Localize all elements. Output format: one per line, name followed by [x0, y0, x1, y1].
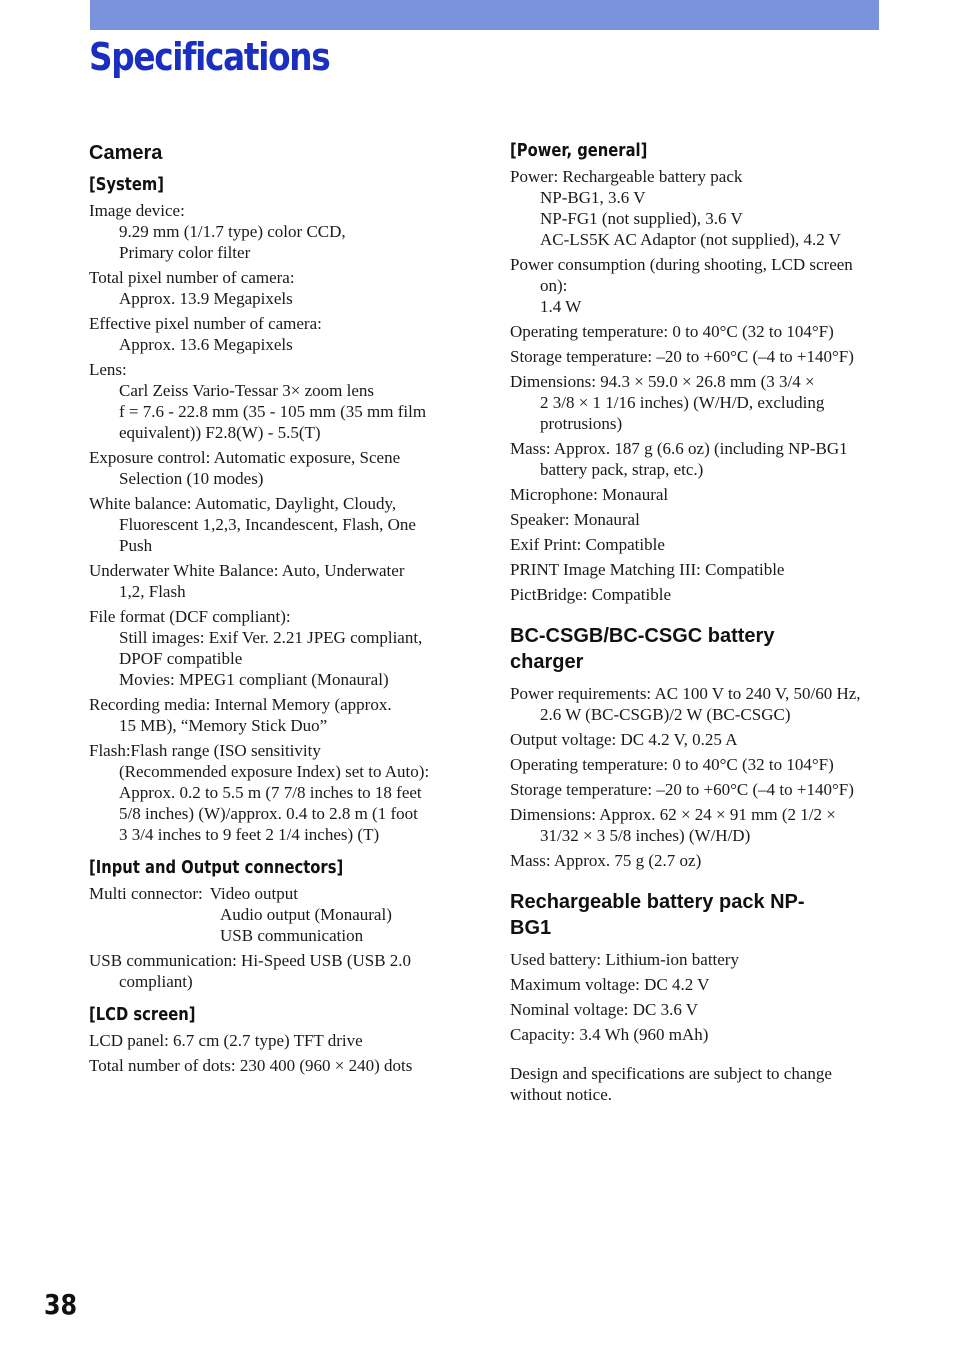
right-column	[510, 140, 890, 1109]
spec-line: Speaker: Monaural	[510, 510, 640, 529]
spec-line: Dimensions: 94.3 × 59.0 × 26.8 mm (3 3/4 ×	[510, 372, 815, 391]
spec-line: 31/32 × 3 5/8 inches) (W/H/D)	[540, 826, 751, 845]
spec-line: File format (DCF compliant):	[89, 607, 291, 626]
spec-line: Approx. 13.9 Megapixels	[119, 289, 293, 308]
spec-line: Selection (10 modes)	[119, 469, 264, 488]
spec-line: 1,2, Flash	[119, 582, 186, 601]
spec-line: Mass: Approx. 187 g (6.6 oz) (including NP-BG1	[510, 439, 848, 458]
spec-line: Underwater White Balance: Auto, Underwater	[89, 561, 405, 580]
spec-line: NP-FG1 (not supplied), 3.6 V	[540, 209, 743, 228]
spec-entry	[89, 267, 469, 309]
spec-line: PRINT Image Matching III: Compatible	[510, 560, 785, 579]
spec-entry	[89, 313, 469, 355]
spec-line: equivalent)) F2.8(W) - 5.5(T)	[119, 423, 321, 442]
spec-line: 5/8 inches) (W)/approx. 0.4 to 2.8 m (1 foot	[119, 804, 418, 823]
spec-entry	[89, 1055, 469, 1076]
spec-line: (Recommended exposure Index) set to Auto):	[119, 762, 430, 781]
spec-line: Mass: Approx. 75 g (2.7 oz)	[510, 851, 702, 870]
spec-entry	[510, 804, 890, 846]
spec-entry	[510, 559, 890, 580]
notice	[510, 1063, 890, 1105]
spec-entry	[510, 729, 890, 750]
spec-entry	[510, 683, 890, 725]
multi-connector-label: Multi connector:	[89, 884, 203, 903]
spec-line: Power consumption (during shooting, LCD screen	[510, 255, 853, 274]
spec-entry	[510, 949, 890, 970]
page-title: Specifications	[89, 35, 330, 79]
page-number: 38	[44, 1288, 78, 1321]
spec-entry	[510, 754, 890, 775]
spec-line: Fluorescent 1,2,3, Incandescent, Flash, One	[119, 515, 416, 534]
spec-line: Still images: Exif Ver. 2.21 JPEG compliant,	[119, 628, 423, 647]
spec-entry	[510, 254, 890, 317]
left-column	[89, 140, 469, 1080]
spec-entry	[89, 1030, 469, 1051]
spec-line: NP-BG1, 3.6 V	[540, 188, 646, 207]
spec-line: Output voltage: DC 4.2 V, 0.25 A	[510, 730, 738, 749]
spec-line: LCD panel: 6.7 cm (2.7 type) TFT drive	[89, 1031, 363, 1050]
spec-line: 1.4 W	[540, 297, 582, 316]
spec-line: Total pixel number of camera:	[89, 268, 295, 287]
spec-line: Exposure control: Automatic exposure, Scene	[89, 448, 401, 467]
spec-line: Push	[119, 536, 153, 555]
spec-entry	[89, 493, 469, 556]
spec-line: 3 3/4 inches to 9 feet 2 1/4 inches) (T)	[119, 825, 380, 844]
spec-line: 2.6 W (BC-CSGB)/2 W (BC-CSGC)	[540, 705, 791, 724]
spec-line: Power: Rechargeable battery pack	[510, 167, 743, 186]
spec-entry	[510, 999, 890, 1020]
power-heading: [Power, general]	[510, 140, 648, 161]
spec-line: 15 MB), “Memory Stick Duo”	[119, 716, 328, 735]
spec-line: Carl Zeiss Vario-Tessar 3× zoom lens	[119, 381, 374, 400]
spec-line: Movies: MPEG1 compliant (Monaural)	[119, 670, 389, 689]
camera-heading: Camera	[89, 142, 163, 164]
spec-line: 9.29 mm (1/1.7 type) color CCD,	[119, 222, 346, 241]
lcd-spec-list	[89, 1030, 469, 1076]
spec-entry	[510, 484, 890, 505]
spec-line: Total number of dots: 230 400 (960 × 240) dots	[89, 1056, 413, 1075]
spec-line: Power requirements: AC 100 V to 240 V, 50/60 Hz,	[510, 684, 861, 703]
spec-line: f = 7.6 - 22.8 mm (35 - 105 mm (35 mm film	[119, 402, 427, 421]
spec-entry	[510, 371, 890, 434]
notice-line: Design and specifications are subject to change	[510, 1064, 832, 1083]
spec-line: Dimensions: Approx. 62 × 24 × 91 mm (2 1/2 ×	[510, 805, 836, 824]
spec-line: Capacity: 3.4 Wh (960 mAh)	[510, 1025, 709, 1044]
spec-entry	[510, 850, 890, 871]
spec-entry	[89, 740, 469, 845]
spec-entry	[510, 974, 890, 995]
spec-entry	[510, 779, 890, 800]
spec-line: Primary color filter	[119, 243, 251, 262]
spec-line: USB communication: Hi-Speed USB (USB 2.0	[89, 951, 412, 970]
spec-line: Storage temperature: –20 to +60°C (–4 to +140°F)	[510, 780, 854, 799]
spec-line: Image device:	[89, 201, 185, 220]
multi-connector-value: Audio output (Monaural)	[220, 905, 392, 924]
power-spec-list	[510, 166, 890, 605]
io-heading: [Input and Output connectors]	[89, 857, 344, 878]
spec-line: battery pack, strap, etc.)	[540, 460, 704, 479]
spec-line: Exif Print: Compatible	[510, 535, 665, 554]
spec-entry	[89, 606, 469, 690]
spec-line: Storage temperature: –20 to +60°C (–4 to +140°F)	[510, 347, 854, 366]
multi-connector-value: USB communication	[220, 926, 364, 945]
lcd-heading: [LCD screen]	[89, 1004, 196, 1025]
spec-line: PictBridge: Compatible	[510, 585, 672, 604]
spec-line: compliant)	[119, 972, 193, 991]
spec-entry	[89, 359, 469, 443]
spec-line: AC-LS5K AC Adaptor (not supplied), 4.2 V	[540, 230, 841, 249]
spec-entry	[89, 694, 469, 736]
battery-heading: Rechargeable battery pack NP- BG1	[510, 891, 805, 939]
spec-line: protrusions)	[540, 414, 623, 433]
charger-spec-list	[510, 683, 890, 871]
spec-entry	[89, 447, 469, 489]
spec-line: DPOF compatible	[119, 649, 243, 668]
spec-line: Nominal voltage: DC 3.6 V	[510, 1000, 699, 1019]
system-heading: [System]	[89, 174, 164, 195]
notice-line: without notice.	[510, 1085, 612, 1104]
spec-line: Lens:	[89, 360, 127, 379]
spec-line: Maximum voltage: DC 4.2 V	[510, 975, 710, 994]
multi-connector-entry	[89, 883, 469, 946]
spec-line: Approx. 13.6 Megapixels	[119, 335, 293, 354]
spec-entry	[510, 166, 890, 250]
spec-line: Recording media: Internal Memory (approx.	[89, 695, 392, 714]
spec-entry	[510, 509, 890, 530]
spec-line: Used battery: Lithium-ion battery	[510, 950, 739, 969]
spec-entry	[89, 200, 469, 263]
spec-entry	[510, 584, 890, 605]
spec-entry	[510, 438, 890, 480]
spec-line: Flash:Flash range (ISO sensitivity	[89, 741, 321, 760]
spec-line: White balance: Automatic, Daylight, Cloudy,	[89, 494, 397, 513]
spec-entry	[510, 1024, 890, 1045]
spec-entry	[510, 346, 890, 367]
system-spec-list	[89, 200, 469, 845]
charger-heading: BC-CSGB/BC-CSGC battery charger	[510, 625, 775, 673]
spec-line: Operating temperature: 0 to 40°C (32 to 104°F)	[510, 322, 834, 341]
usb-entry	[89, 950, 469, 992]
spec-line: Microphone: Monaural	[510, 485, 669, 504]
spec-line: Approx. 0.2 to 5.5 m (7 7/8 inches to 18 feet	[119, 783, 422, 802]
spec-entry	[510, 534, 890, 555]
spec-line: 2 3/8 × 1 1/16 inches) (W/H/D, excluding	[540, 393, 825, 412]
spec-line: Operating temperature: 0 to 40°C (32 to 104°F)	[510, 755, 834, 774]
spec-line: on):	[540, 276, 568, 295]
header-bar	[90, 0, 879, 30]
spec-line: Effective pixel number of camera:	[89, 314, 322, 333]
spec-entry	[89, 560, 469, 602]
battery-spec-list	[510, 949, 890, 1045]
multi-connector-value: Video output	[209, 884, 299, 903]
spec-entry	[510, 321, 890, 342]
